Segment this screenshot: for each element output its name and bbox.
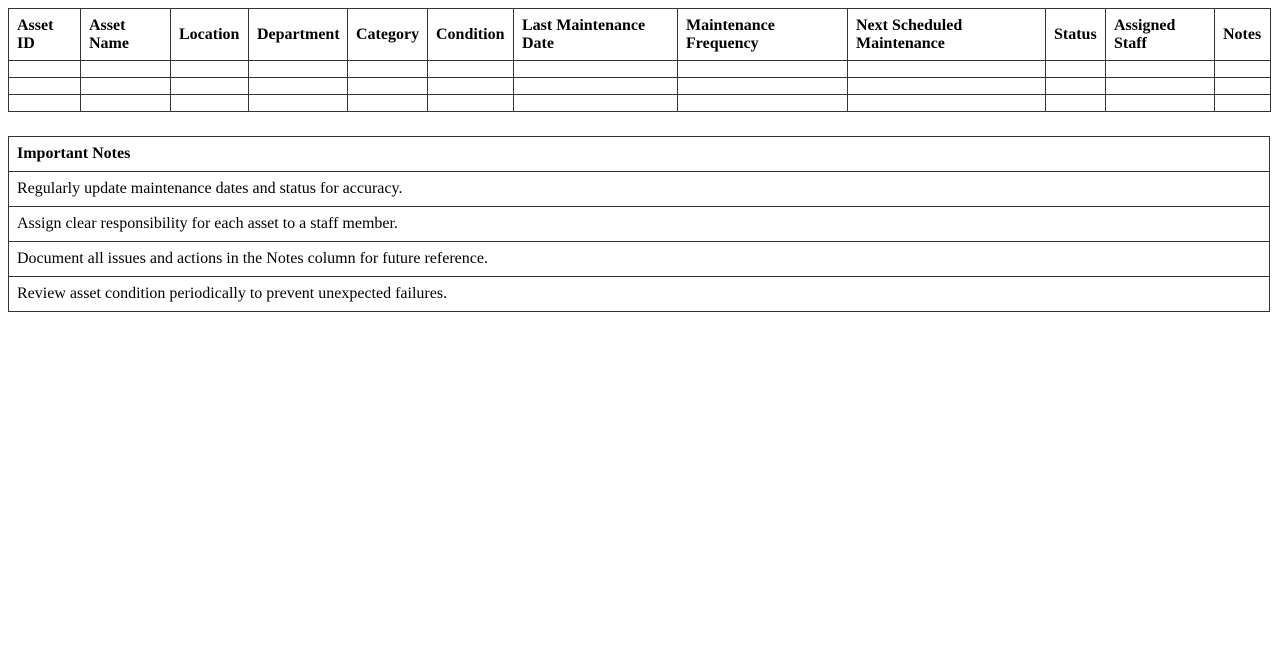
header-category: Category: [348, 9, 428, 61]
table-cell: [9, 78, 81, 95]
table-cell: [1215, 95, 1271, 112]
table-cell: [171, 78, 249, 95]
list-item: [9, 207, 1270, 242]
table-cell: [81, 78, 171, 95]
table-row: [9, 78, 1271, 95]
table-cell: [514, 61, 678, 78]
header-next-scheduled-maintenance: Next Scheduled Maintenance: [848, 9, 1046, 61]
header-status: Status: [1046, 9, 1106, 61]
note-text: Document all issues and actions in the Notes column for future reference.: [9, 242, 1270, 277]
header-asset-id: Asset ID: [9, 9, 81, 61]
table-row: [9, 95, 1271, 112]
table-cell: [1046, 95, 1106, 112]
header-notes: Notes: [1215, 9, 1271, 61]
table-cell: [1215, 78, 1271, 95]
header-asset-name: Asset Name: [81, 9, 171, 61]
notes-title: Important Notes: [9, 137, 1270, 172]
table-header-row: [9, 9, 1271, 61]
table-cell: [428, 61, 514, 78]
header-maintenance-frequency: Maintenance Frequency: [678, 9, 848, 61]
table-cell: [348, 61, 428, 78]
table-cell: [678, 78, 848, 95]
table-cell: [9, 61, 81, 78]
table-cell: [848, 61, 1046, 78]
table-cell: [1106, 61, 1215, 78]
table-cell: [171, 61, 249, 78]
note-text: Assign clear responsibility for each asset to a staff member.: [9, 207, 1270, 242]
header-last-maintenance-date: Last Maintenance Date: [514, 9, 678, 61]
table-cell: [171, 95, 249, 112]
table-cell: [1215, 61, 1271, 78]
table-cell: [848, 78, 1046, 95]
list-item: [9, 277, 1270, 312]
table-cell: [1046, 78, 1106, 95]
header-location: Location: [171, 9, 249, 61]
header-assigned-staff: Assigned Staff: [1106, 9, 1215, 61]
table-cell: [678, 61, 848, 78]
table-cell: [514, 78, 678, 95]
table-cell: [1106, 95, 1215, 112]
table-cell: [678, 95, 848, 112]
table-cell: [81, 95, 171, 112]
header-condition: Condition: [428, 9, 514, 61]
table-row: [9, 61, 1271, 78]
note-text: Regularly update maintenance dates and status for accuracy.: [9, 172, 1270, 207]
notes-header-row: [9, 137, 1270, 172]
table-cell: [428, 95, 514, 112]
note-text: Review asset condition periodically to prevent unexpected failures.: [9, 277, 1270, 312]
table-cell: [1106, 78, 1215, 95]
header-department: Department: [249, 9, 348, 61]
asset-maintenance-table: [8, 8, 1271, 112]
table-cell: [848, 95, 1046, 112]
table-cell: [1046, 61, 1106, 78]
table-cell: [81, 61, 171, 78]
list-item: [9, 172, 1270, 207]
table-cell: [249, 95, 348, 112]
table-cell: [348, 78, 428, 95]
table-cell: [9, 95, 81, 112]
table-cell: [249, 78, 348, 95]
document-page: [0, 0, 1278, 312]
important-notes-table: [8, 136, 1270, 312]
list-item: [9, 242, 1270, 277]
table-cell: [249, 61, 348, 78]
table-cell: [514, 95, 678, 112]
table-cell: [428, 78, 514, 95]
table-cell: [348, 95, 428, 112]
